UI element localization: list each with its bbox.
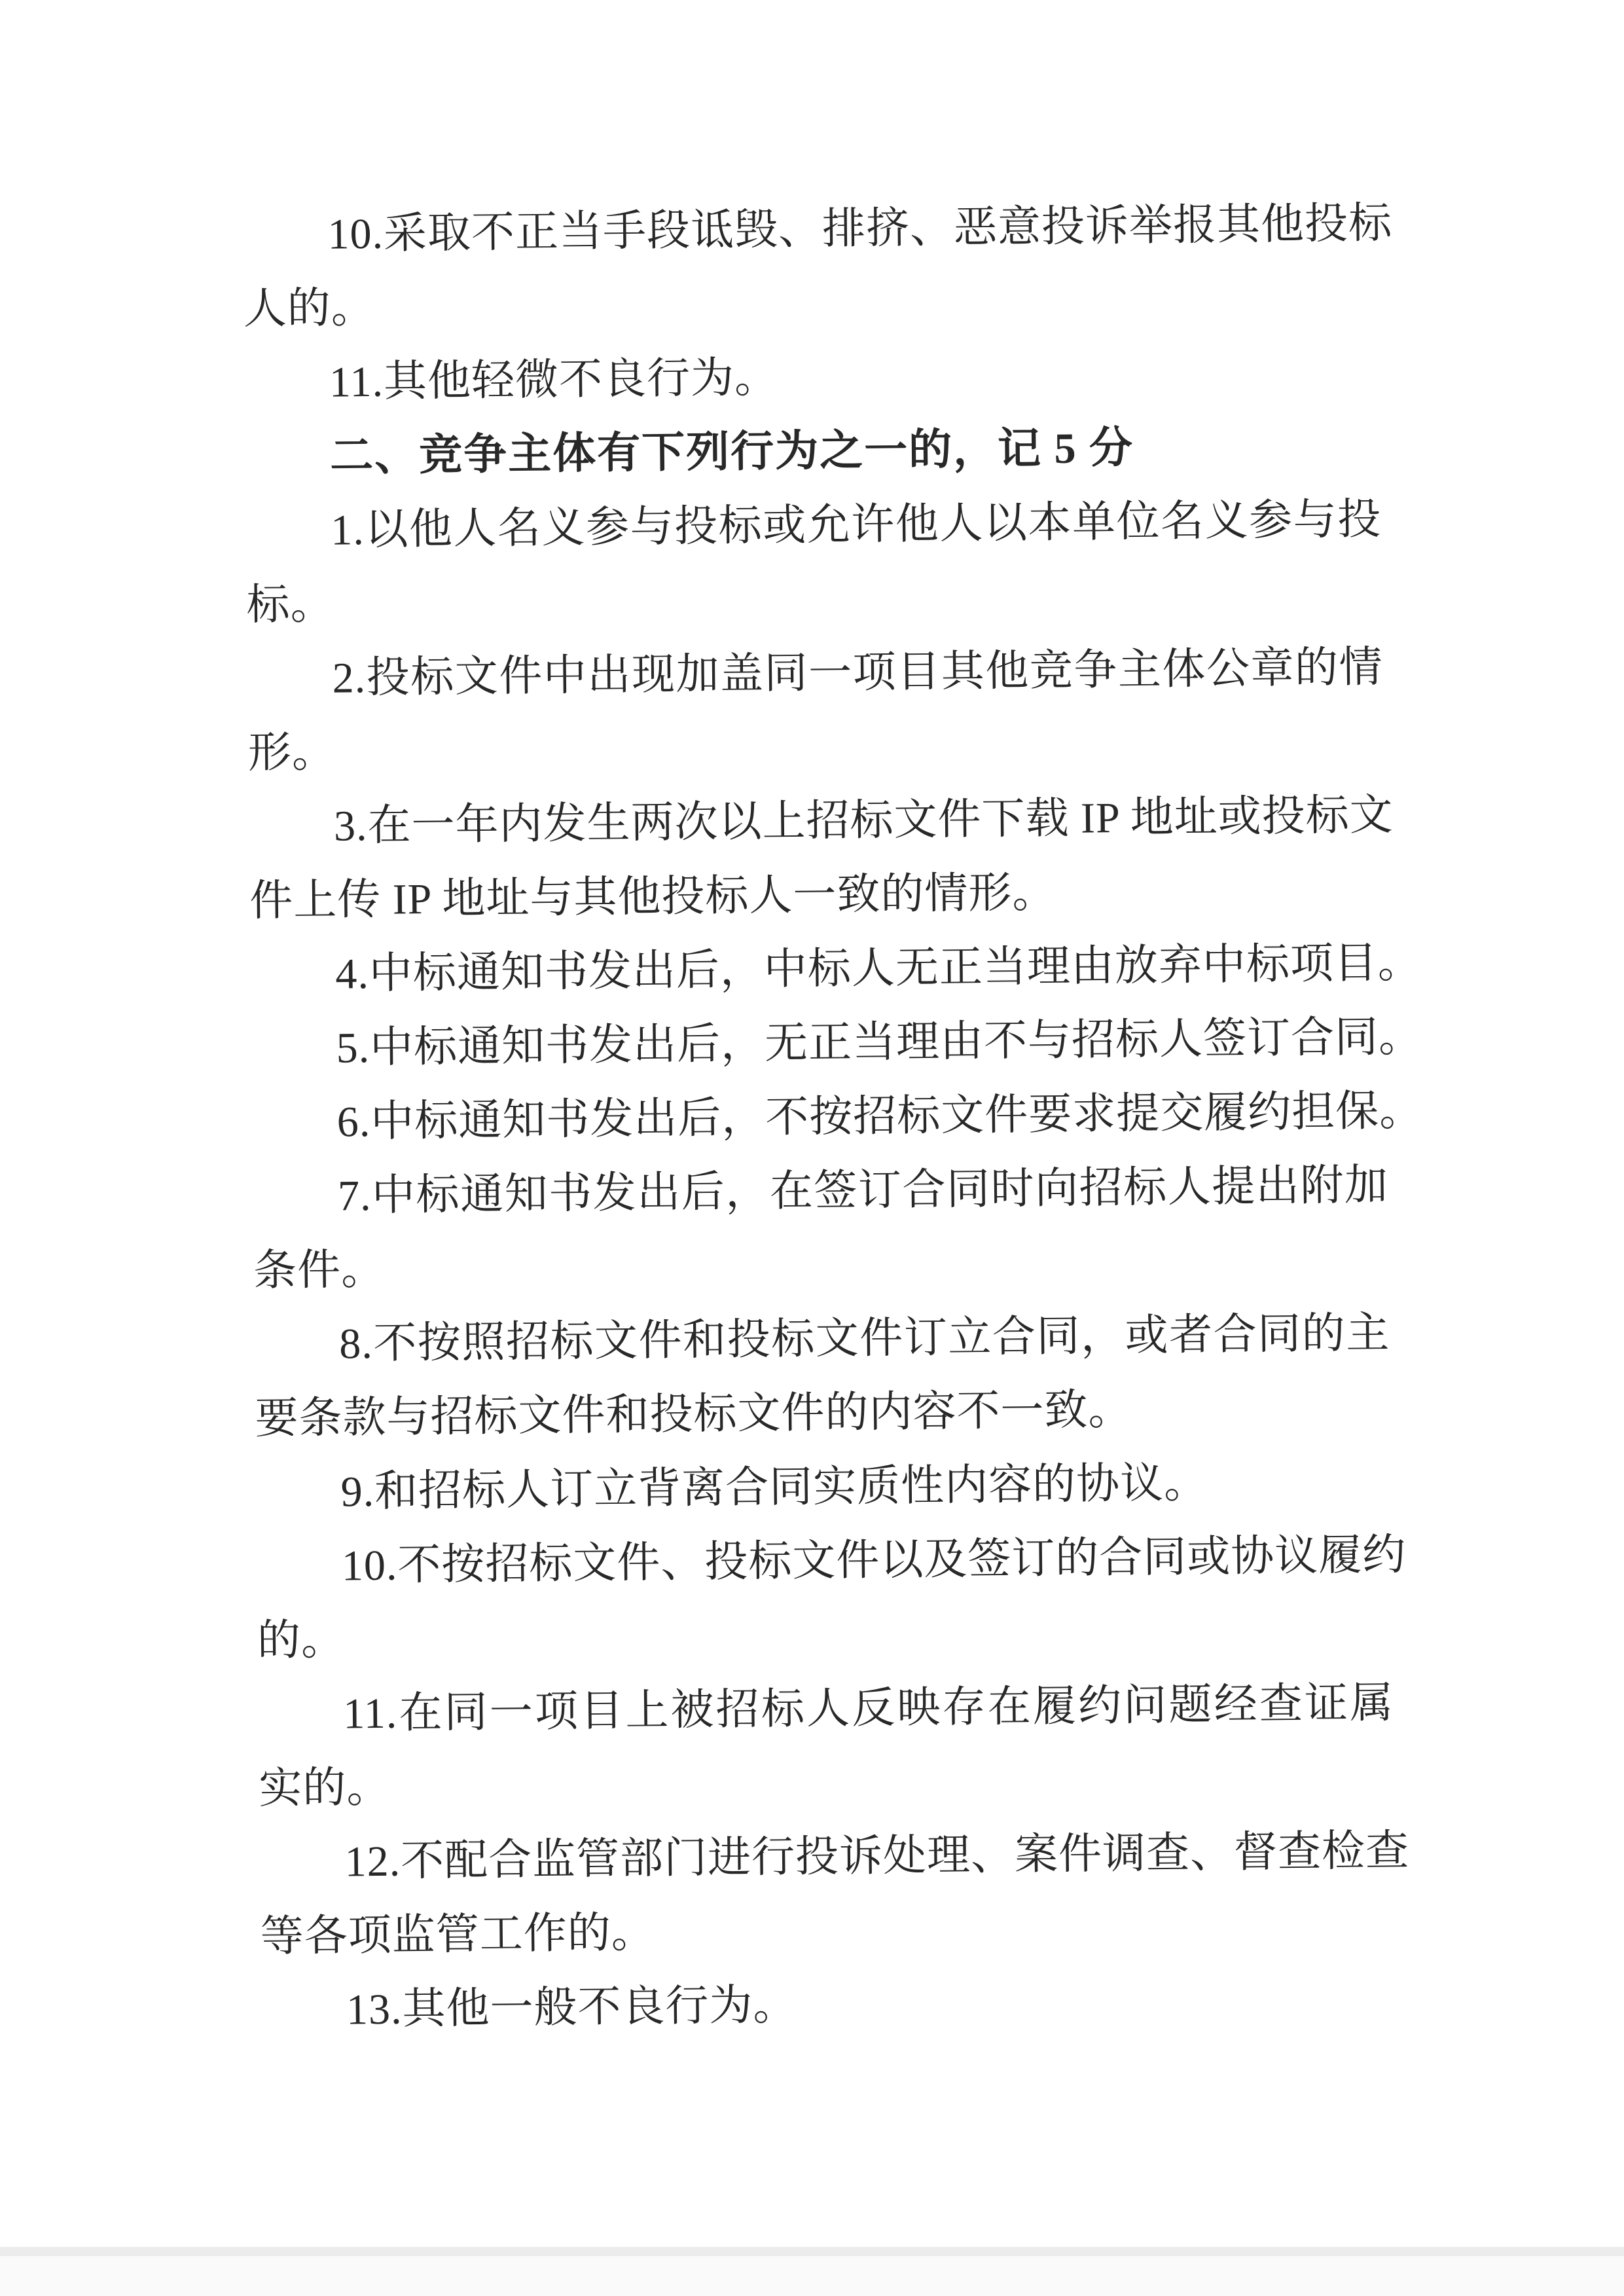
list-item [254,1296,1391,1456]
list-item [245,483,1382,642]
text-line: 3.在一年内发生两次以上招标文件下载 IP 地址或投标文 [333,791,1394,850]
text-line: 7.中标通知书发出后，在签订合同时向招标人提出附加 [337,1161,1389,1220]
section-heading [245,409,1381,494]
list-item [255,1444,1392,1530]
list-item [247,630,1384,790]
text-line: 标。 [246,580,334,629]
page-bottom-scan-band [0,2247,1624,2256]
list-item [259,1814,1410,1974]
text-line: 10.采取不正当手段诋毁、排挤、恶意投诉举报其他投标 [327,199,1393,259]
list-item [258,1666,1395,1826]
text-line: 12.不配合监管部门进行投诉处理、案件调查、督查检查 [344,1827,1410,1886]
text-line: 9.和招标人订立背离合同实质性内容的协议。 [340,1459,1208,1516]
text-line: 件上传 IP 地址与其他投标人一致的情形。 [249,869,1056,925]
text-line: 1.以他人名义参与投标或允许他人以本单位名义参与投 [330,495,1382,555]
text-line: 形。 [247,728,336,777]
text-line: 11.在同一项目上被招标人反映存在履约问题经查证属 [342,1679,1394,1738]
text-line: 要条款与招标文件和投标文件的内容不一致。 [255,1385,1132,1443]
list-item [251,1000,1423,1086]
text-line: 人的。 [243,283,376,333]
list-item [251,1074,1424,1160]
text-line: 10.不按招标文件、投标文件以及签订的合同或协议履约 [341,1531,1407,1590]
text-line: 4.中标通知书发出后，中标人无正当理由放弃中标项目。 [335,939,1422,998]
text-line: 等各项监管工作的。 [260,1908,656,1961]
text-line: 5.中标通知书发出后，无正当理由不与招标人签订合同。 [336,1013,1423,1072]
list-item [248,778,1394,938]
list-item [252,1148,1389,1308]
list-item [256,1518,1407,1678]
text-line: 6.中标通知书发出后，不按招标文件要求提交履约担保。 [336,1087,1424,1146]
list-item [244,335,1380,420]
text-line: 条件。 [253,1245,386,1295]
text-line: 13.其他一般不良行为。 [346,1981,797,2034]
list-item [242,187,1393,346]
text-line: 二、竞争主体有下列行为之一的，记 5 分 [329,424,1134,481]
list-item [261,1962,1397,2048]
text-line: 8.不按照招标文件和投标文件订立合同，或者合同的主 [338,1309,1390,1368]
text-line: 2.投标文件中出现加盖同一项目其他竞争主体公章的情 [332,643,1383,702]
list-item [250,926,1422,1012]
text-line: 的。 [257,1616,346,1665]
text-line: 实的。 [259,1763,391,1813]
document-text-block [242,187,1424,2048]
page-bottom-scan-area [0,2256,1624,2296]
text-line: 11.其他轻微不良行为。 [329,354,779,407]
